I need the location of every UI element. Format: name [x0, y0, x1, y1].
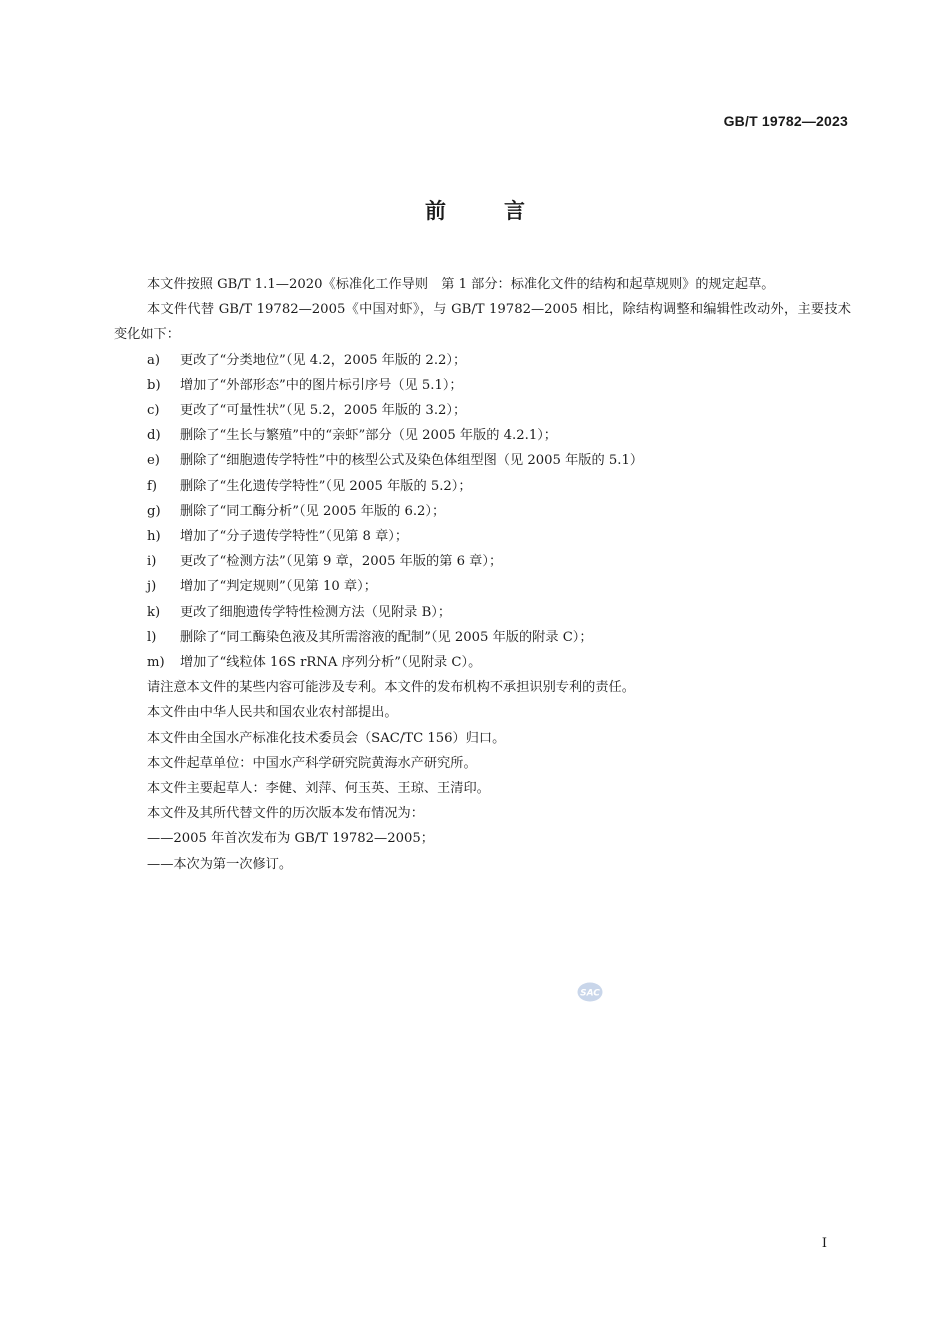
list-marker: j) — [147, 579, 157, 595]
list-item-text: 删除了“生化遗传学特性”（见 2005 年版的 5.2）； — [180, 478, 472, 494]
list-marker: m) — [147, 655, 165, 671]
list-item — [114, 373, 851, 398]
sac-watermark-logo — [577, 982, 603, 1002]
list-item — [114, 524, 851, 549]
list-marker: c) — [147, 403, 160, 419]
history-item: ——2005 年首次发布为 GB/T 19782—2005； — [147, 831, 434, 847]
list-marker: b) — [147, 377, 161, 393]
proposer-statement: 本文件由中华人民共和国农业农村部提出。 — [147, 705, 398, 721]
list-item-text: 更改了“检测方法”（见第 9 章，2005 年版的第 6 章）； — [180, 554, 503, 570]
list-marker: d) — [147, 428, 161, 444]
list-item-text: 更改了“分类地位”（见 4.2，2005 年版的 2.2）； — [180, 352, 467, 368]
list-item — [114, 625, 851, 650]
list-marker: e) — [147, 453, 160, 469]
list-item — [114, 474, 851, 499]
replacement-paragraph: 本文件代替 GB/T 19782—2005《中国对虾》，与 GB/T 19782—2005 相比，除结构调整和编辑性改动外，主要技术变化如下： — [114, 302, 851, 343]
history-intro: 本文件及其所代替文件的历次版本发布情况为： — [147, 806, 424, 822]
list-item — [114, 650, 851, 675]
list-item-text: 增加了“线粒体 16S rRNA 序列分析”（见附录 C）。 — [180, 655, 482, 671]
list-item — [114, 423, 851, 448]
page-number: I — [821, 1236, 827, 1251]
list-marker: g) — [147, 503, 161, 519]
list-item-text: 增加了“判定规则”（见第 10 章）； — [180, 579, 377, 595]
list-marker: a) — [147, 352, 161, 368]
list-marker: k) — [147, 604, 161, 620]
list-item — [114, 499, 851, 524]
list-item-text: 删除了“细胞遗传学特性”中的核型公式及染色体组型图（见 2005 年版的 5.1） — [180, 453, 644, 469]
drafting-basis-paragraph: 本文件按照 GB/T 1.1—2020《标准化工作导则 第 1 部分：标准化文件的结构和起草规则》的规定起草。 — [147, 277, 775, 292]
list-item-text: 更改了“可量性状”（见 5.2，2005 年版的 3.2）； — [180, 403, 467, 419]
list-item — [114, 574, 851, 599]
list-item-text: 删除了“同工酶染色液及其所需溶液的配制”（见 2005 年版的附录 C）； — [180, 629, 593, 645]
changes-list — [114, 348, 851, 676]
drafting-unit-statement: 本文件起草单位：中国水产科学研究院黄海水产研究所。 — [147, 755, 477, 771]
list-item — [114, 600, 851, 625]
list-item-text: 增加了“分子遗传学特性”（见第 8 章）； — [180, 529, 409, 545]
list-item — [114, 398, 851, 423]
committee-statement: 本文件由全国水产标准化技术委员会（SAC/TC 156）归口。 — [147, 730, 506, 746]
list-item — [114, 348, 851, 373]
list-item-text: 删除了“生长与繁殖”中的“亲虾”部分（见 2005 年版的 4.2.1）； — [180, 428, 557, 444]
list-marker: f) — [147, 478, 158, 494]
list-item-text: 增加了“外部形态”中的图片标引序号（见 5.1）； — [180, 377, 463, 393]
list-item — [114, 549, 851, 574]
page-title: 前言 — [425, 199, 583, 223]
watermark-text: SAC — [580, 988, 600, 999]
list-marker: h) — [147, 529, 161, 545]
patent-notice: 请注意本文件的某些内容可能涉及专利。本文件的发布机构不承担识别专利的责任。 — [147, 680, 635, 696]
list-marker: l) — [147, 629, 157, 645]
document-body — [114, 272, 851, 877]
history-item: ——本次为第一次修订。 — [147, 856, 293, 872]
list-item-text: 更改了细胞遗传学特性检测方法（见附录 B）； — [180, 604, 452, 620]
drafters-statement: 本文件主要起草人：李健、刘萍、何玉英、王琼、王清印。 — [147, 781, 490, 797]
list-marker: i) — [147, 554, 157, 570]
standard-code: GB/T 19782—2023 — [723, 113, 848, 129]
list-item-text: 删除了“同工酶分析”（见 2005 年版的 6.2）； — [180, 503, 446, 519]
list-item — [114, 448, 851, 473]
